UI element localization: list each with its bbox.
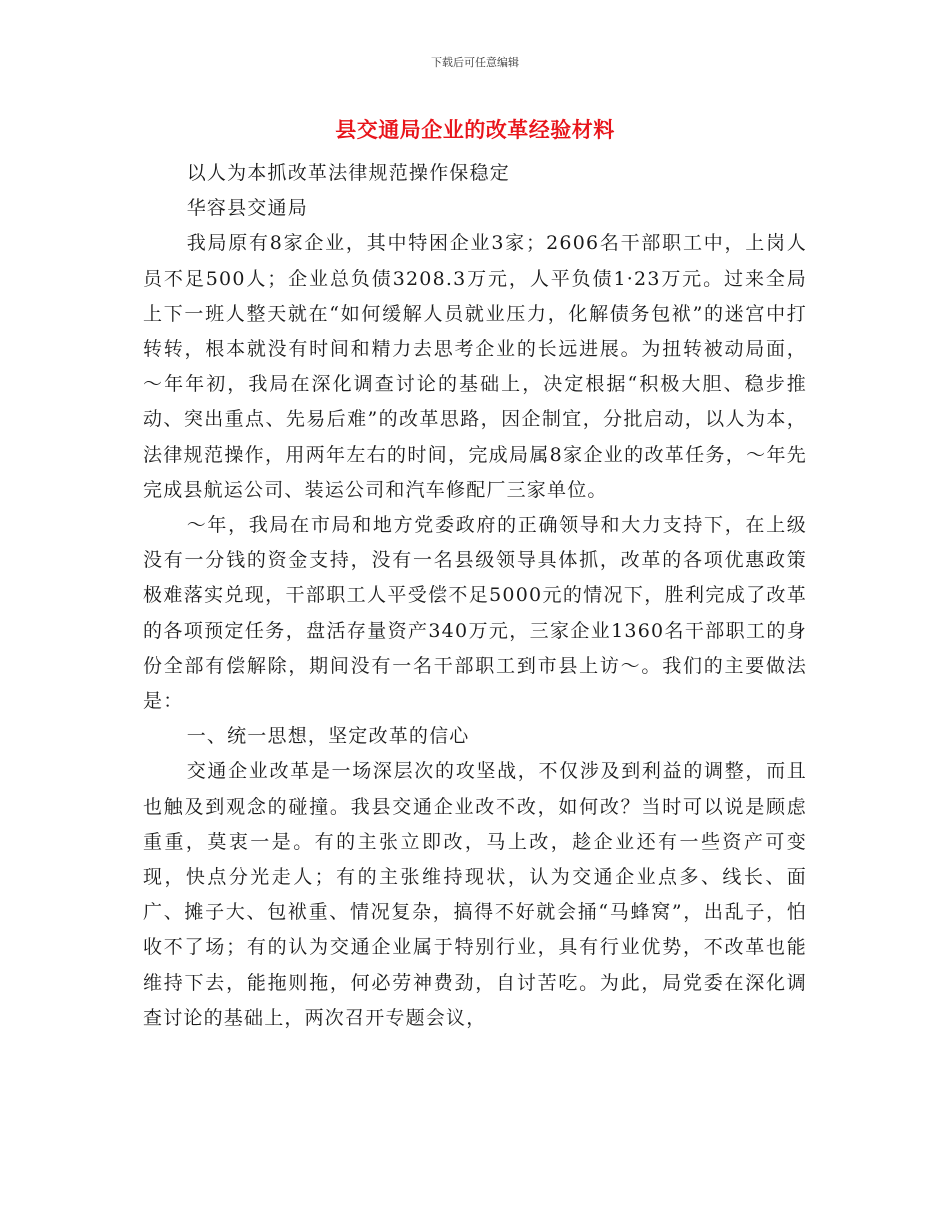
- paragraph-author: 华容县交通局: [186, 197, 308, 220]
- document-title: 县交通局企业的改革经验材料: [335, 117, 615, 142]
- paragraph: 我局原有8家企业，其中特困企业3家；2606名干部职工中，上岗人员不足500人；企业总负债3208.3万元，人平负债1·23万元。过来全局上下一班人整天就在“如何缓解人员就业压力，化解债务包袱”的迷宫中打转转，根本就没有时间和精力去思考企业的长远进展。为扭转被动局面，～年年初，我局在深化调查讨论的基础上，决定根据“积极大胆、稳步推动、突出重点、先易后难”的改革思路，因企制宜，分批启动，以人为本，法律规范操作，用两年左右的时间，完成局属8家企业的改革任务，～年先完成县航运公司、装运公司和汽车修配厂三家单位。: [143, 232, 807, 501]
- header-note: 下载后可任意编辑: [431, 56, 519, 69]
- paragraph-subtitle: 以人为本抓改革法律规范操作保稳定: [186, 162, 510, 184]
- section-heading: 一、统一思想，坚定改革的信心: [186, 725, 470, 748]
- paragraph: ～年，我局在市局和地方党委政府的正确领导和大力支持下，在上级没有一分钱的资金支持，没有一名县级领导具体抓，改革的各项优惠政策极难落实兑现，干部职工人平受偿不足5000元的情况下，胜利完成了改革的各项预定任务，盘活存量资产340万元，三家企业1360名干部职工的身份全部有偿解除，期间没有一名干部职工到市县上访～。我们的主要做法是：: [143, 514, 807, 713]
- document-body: [143, 156, 807, 1036]
- paragraph: 交通企业改革是一场深层次的攻坚战，不仅涉及到利益的调整，而且也触及到观念的碰撞。我县交通企业改不改，如何改？当时可以说是顾虑重重，莫衷一是。有的主张立即改，马上改，趁企业还有一些资产可变现，快点分光走人；有的主张维持现状，认为交通企业点多、线长、面广、摊子大、包袱重、情况复杂，搞得不好就会捅“马蜂窝”，出乱子，怕收不了场；有的认为交通企业属于特别行业，具有行业优势，不改革也能维持下去，能拖则拖，何必劳神费劲，自讨苦吃。为此，局党委在深化调查讨论的基础上，两次召开专题会议，: [143, 760, 807, 1029]
